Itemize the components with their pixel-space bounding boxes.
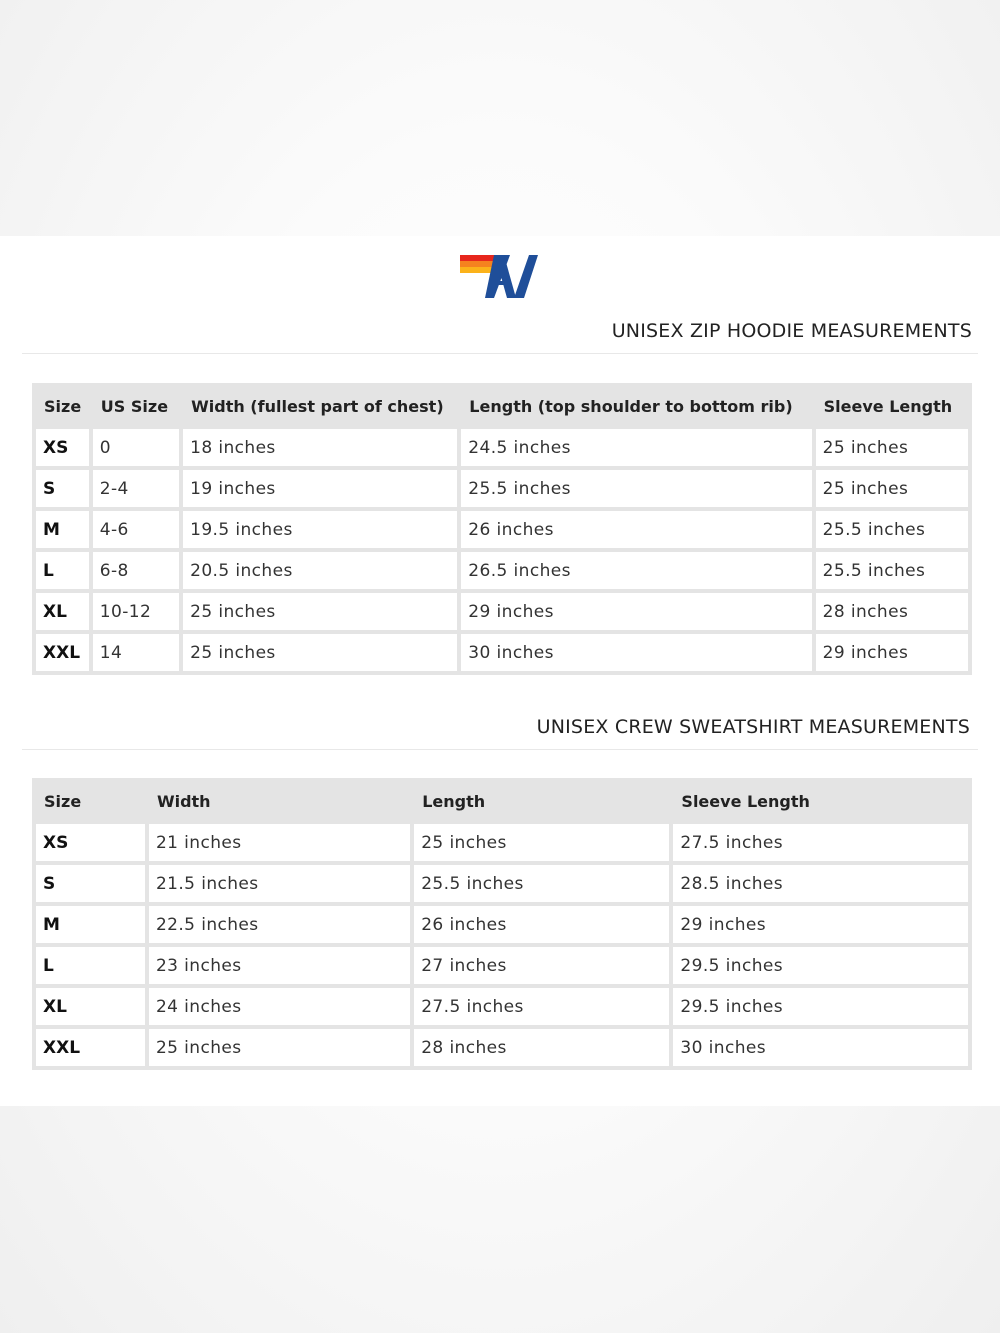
size-cell: XL: [36, 988, 145, 1025]
width-cell: 21 inches: [149, 824, 410, 861]
width-cell: 21.5 inches: [149, 865, 410, 902]
us-size-cell: 6-8: [93, 552, 179, 589]
size-cell: XXL: [36, 1029, 145, 1066]
us-size-cell: 2-4: [93, 470, 179, 507]
table-row: [36, 988, 968, 1025]
length-cell: 26 inches: [461, 511, 811, 548]
table-row: [36, 593, 968, 630]
sleeve-length-cell: 30 inches: [673, 1029, 968, 1066]
hoodie-size-table: [32, 383, 972, 675]
size-cell: XS: [36, 429, 89, 466]
width-cell: 19.5 inches: [183, 511, 457, 548]
us-size-cell: 0: [93, 429, 179, 466]
hoodie-divider: [22, 353, 978, 354]
length-cell: 25.5 inches: [414, 865, 669, 902]
us-size-cell: 10-12: [93, 593, 179, 630]
size-cell: XS: [36, 824, 145, 861]
sleeve-length-cell: 29.5 inches: [673, 988, 968, 1025]
header-sleeve-length: Sleeve Length: [673, 782, 968, 820]
sleeve-length-cell: 25 inches: [816, 470, 968, 507]
header-width: Width (fullest part of chest): [183, 387, 457, 425]
width-cell: 22.5 inches: [149, 906, 410, 943]
av-logo-icon: [458, 255, 540, 301]
width-cell: 23 inches: [149, 947, 410, 984]
length-cell: 27 inches: [414, 947, 669, 984]
length-cell: 29 inches: [461, 593, 811, 630]
crew-section-title: UNISEX CREW SWEATSHIRT MEASUREMENTS: [536, 716, 970, 738]
length-cell: 26.5 inches: [461, 552, 811, 589]
header-length: Length: [414, 782, 669, 820]
sleeve-length-cell: 29 inches: [673, 906, 968, 943]
sleeve-length-cell: 25.5 inches: [816, 511, 968, 548]
sleeve-length-cell: 28 inches: [816, 593, 968, 630]
length-cell: 24.5 inches: [461, 429, 811, 466]
crew-size-table: [32, 778, 972, 1070]
sleeve-length-cell: 25.5 inches: [816, 552, 968, 589]
width-cell: 24 inches: [149, 988, 410, 1025]
table-row: [36, 470, 968, 507]
us-size-cell: 4-6: [93, 511, 179, 548]
table-row: [36, 865, 968, 902]
crew-divider: [22, 749, 978, 750]
table-row: [36, 429, 968, 466]
width-cell: 18 inches: [183, 429, 457, 466]
length-cell: 30 inches: [461, 634, 811, 671]
us-size-cell: 14: [93, 634, 179, 671]
sleeve-length-cell: 29 inches: [816, 634, 968, 671]
length-cell: 25 inches: [414, 824, 669, 861]
table-row: [36, 824, 968, 861]
width-cell: 20.5 inches: [183, 552, 457, 589]
table-row: [36, 552, 968, 589]
header-us-size: US Size: [93, 387, 179, 425]
table-header-row: [36, 387, 968, 425]
width-cell: 19 inches: [183, 470, 457, 507]
width-cell: 25 inches: [183, 634, 457, 671]
header-size: Size: [36, 387, 89, 425]
sleeve-length-cell: 25 inches: [816, 429, 968, 466]
header-sleeve-length: Sleeve Length: [816, 387, 968, 425]
table-row: [36, 1029, 968, 1066]
size-cell: XL: [36, 593, 89, 630]
table-row: [36, 511, 968, 548]
hoodie-section-title: UNISEX ZIP HOODIE MEASUREMENTS: [611, 320, 972, 342]
length-cell: 27.5 inches: [414, 988, 669, 1025]
size-cell: M: [36, 511, 89, 548]
length-cell: 28 inches: [414, 1029, 669, 1066]
size-cell: M: [36, 906, 145, 943]
header-width: Width: [149, 782, 410, 820]
width-cell: 25 inches: [149, 1029, 410, 1066]
width-cell: 25 inches: [183, 593, 457, 630]
size-cell: S: [36, 470, 89, 507]
table-row: [36, 947, 968, 984]
size-chart-sheet: [0, 236, 1000, 1106]
size-cell: L: [36, 552, 89, 589]
table-row: [36, 906, 968, 943]
sleeve-length-cell: 29.5 inches: [673, 947, 968, 984]
table-row: [36, 634, 968, 671]
size-cell: L: [36, 947, 145, 984]
table-header-row: [36, 782, 968, 820]
header-length: Length (top shoulder to bottom rib): [461, 387, 811, 425]
length-cell: 26 inches: [414, 906, 669, 943]
size-cell: XXL: [36, 634, 89, 671]
sleeve-length-cell: 27.5 inches: [673, 824, 968, 861]
length-cell: 25.5 inches: [461, 470, 811, 507]
header-size: Size: [36, 782, 145, 820]
sleeve-length-cell: 28.5 inches: [673, 865, 968, 902]
size-cell: S: [36, 865, 145, 902]
